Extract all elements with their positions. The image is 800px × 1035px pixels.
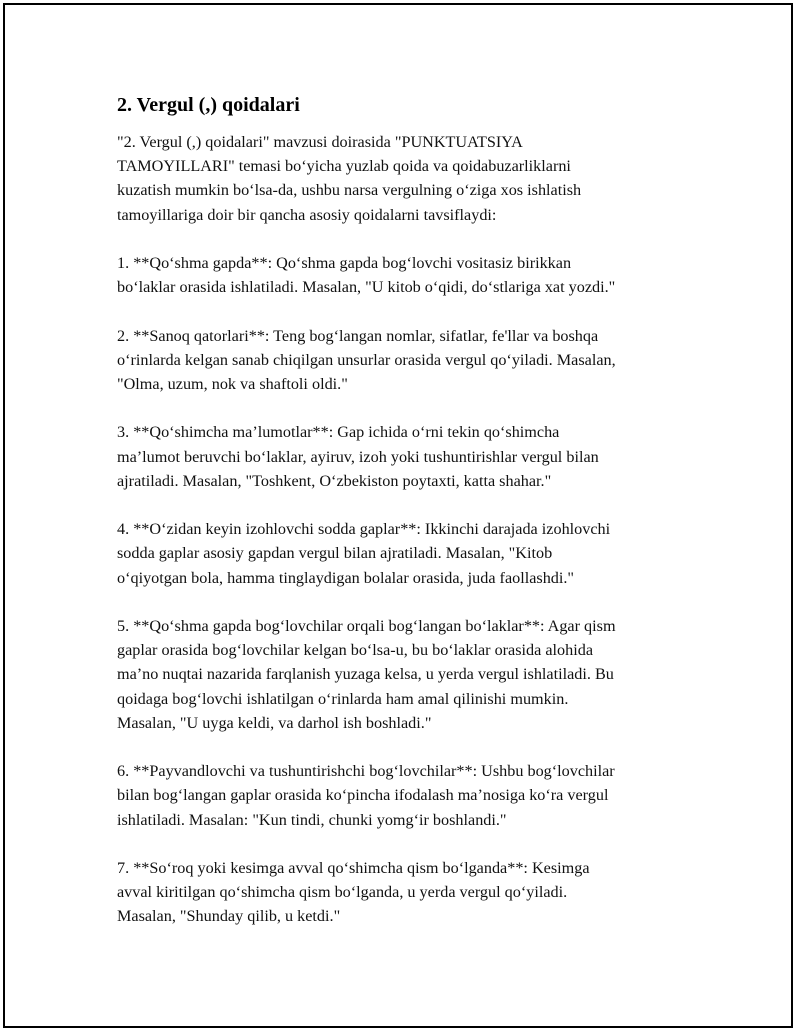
rule-paragraph-6: 6. **Payvandlovchi va tushuntirishchi bog‘lovchilar**: Ushbu bog‘lovchilar bilan bog‘langan gaplar orasida ko‘pincha ifodalash ma’nosiga ko‘ra vergul ishlatiladi. Masalan: "Kun tindi, chunki yomg‘ir boshlandi."	[117, 762, 615, 829]
section-heading: 2. Vergul (,) qoidalari	[117, 94, 300, 116]
rule-paragraph-7: 7. **So‘roq yoki kesimga avval qo‘shimcha qism bo‘lganda**: Kesimga avval kiritilgan qo‘shimcha qism bo‘lganda, u yerda vergul qo‘yiladi. Masalan, "Shunday qilib, u ketdi."	[117, 858, 590, 926]
intro-paragraph: "2. Vergul (,) qoidalari" mavzusi doirasida "PUNKTUATSIYA TAMOYILLARI" temasi bo‘yicha yuzlab qoida va qoidabuzarliklarni kuzatish mumkin bo‘lsa-da, ushbu narsa vergulning o‘ziga xos ishlatish tamoyillariga doir bir qancha asosiy qoidalarni tavsiflaydi:	[117, 133, 582, 224]
document-body	[117, 92, 689, 953]
rule-paragraph-1: 1. **Qo‘shma gapda**: Qo‘shma gapda bog‘lovchi vositasiz birikkan bo‘laklar orasida ishlatiladi. Masalan, "U kitob o‘qidi, do‘stlariga xat yozdi."	[117, 254, 616, 297]
rule-paragraph-3: 3. **Qo‘shimcha ma’lumotlar**: Gap ichida o‘rni tekin qo‘shimcha ma’lumot beruvchi bo‘laklar, ayiruv, izoh yoki tushuntirishlar vergul bilan ajratiladi. Masalan, "Toshkent, O‘zbekiston poytaxti, katta shahar."	[117, 423, 599, 490]
rule-paragraph-4: 4. **O‘zidan keyin izohlovchi sodda gaplar**: Ikkinchi darajada izohlovchi sodda gaplar asosiy gapdan vergul bilan ajratiladi. Masalan, "Kitob o‘qiyotgan bola, hamma tinglaydigan bolalar orasida, juda faollashdi."	[117, 520, 611, 587]
rule-paragraph-2: 2. **Sanoq qatorlari**: Teng bog‘langan nomlar, sifatlar, fe'llar va boshqa o‘rinlarda kelgan sanab chiqilgan unsurlar orasida vergul qo‘yiladi. Masalan, "Olma, uzum, nok va shaftoli oldi."	[117, 326, 616, 393]
rule-paragraph-5: 5. **Qo‘shma gapda bog‘lovchilar orqali bog‘langan bo‘laklar**: Agar qism gaplar orasida bog‘lovchilar kelgan bo‘lsa-u, bu bo‘laklar orasida alohida ma’no nuqtai nazarida farqlanish yuzaga kelsa, u yerda vergul ishlatiladi. Bu qoidaga bog‘lovchi ishlatilgan o‘rinlarda ham amal qilinishi mumkin. Masalan, "U uyga keldi, va darhol ish boshladi."	[117, 616, 616, 732]
